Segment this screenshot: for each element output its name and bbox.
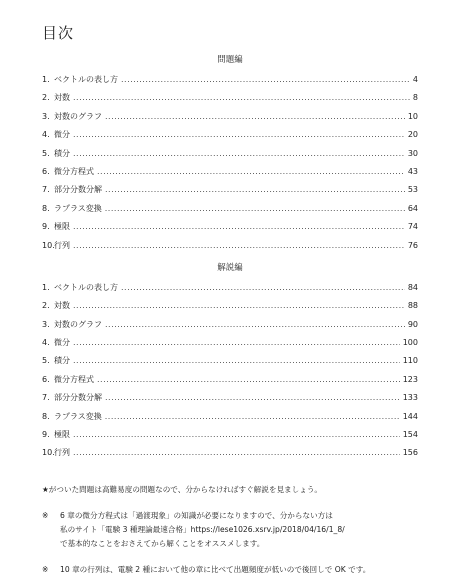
entry-label: ラプラス変換 — [54, 411, 102, 421]
toc-entry — [42, 297, 418, 315]
solutions-heading: 解説編 — [217, 262, 243, 273]
leader-dots — [73, 89, 410, 107]
entry-label: 部分分数分解 — [54, 185, 102, 195]
toc-entry — [42, 237, 418, 255]
leader-dots — [105, 200, 405, 218]
entry-number: 10. — [42, 448, 55, 458]
note-body — [60, 509, 345, 551]
entry-number: 2. — [42, 93, 50, 103]
leader-dots — [73, 352, 400, 370]
page-title: 目次 — [42, 24, 75, 42]
entry-number: 1. — [42, 75, 50, 84]
entry-page: 64 — [407, 203, 418, 213]
note-mark: ※ — [42, 510, 49, 520]
entry-label: ベクトルの表し方 — [54, 75, 118, 84]
leader-dots — [97, 163, 405, 181]
entry-page: 110 — [402, 356, 418, 366]
entry-page: 43 — [407, 166, 418, 176]
entry-page: 8 — [412, 93, 418, 103]
toc-entry — [42, 316, 418, 334]
entry-page: 53 — [407, 185, 418, 195]
notes-section — [42, 483, 418, 577]
entry-number: 8. — [42, 411, 50, 421]
entry-number: 3. — [42, 319, 50, 329]
toc-entry — [42, 444, 418, 462]
entry-label: 積分 — [54, 356, 70, 366]
toc-entry — [42, 181, 418, 199]
toc-entry — [42, 334, 418, 352]
entry-page: 84 — [407, 282, 418, 292]
entry-label: 行列 — [54, 448, 70, 458]
entry-number: 4. — [42, 130, 50, 140]
entry-page: 88 — [407, 301, 418, 311]
entry-page: 30 — [407, 148, 418, 158]
toc-entry — [42, 218, 418, 236]
leader-dots — [97, 371, 400, 389]
entry-number: 9. — [42, 222, 50, 232]
entry-number: 9. — [42, 430, 50, 440]
toc-entry — [42, 389, 418, 407]
problems-toc — [42, 71, 418, 255]
leader-dots — [105, 181, 405, 199]
entry-label: 対数 — [54, 93, 70, 103]
entry-label: 微分 — [54, 130, 70, 140]
leader-dots — [121, 71, 410, 89]
entry-label: 対数のグラフ — [54, 319, 102, 329]
entry-page: 133 — [402, 393, 418, 403]
entry-label: ベクトルの表し方 — [54, 282, 118, 292]
entry-page: 123 — [402, 374, 418, 384]
entry-number: 10. — [42, 240, 55, 250]
leader-dots — [73, 126, 405, 144]
toc-entry — [42, 200, 418, 218]
toc-entry — [42, 89, 418, 107]
entry-number: 3. — [42, 111, 50, 121]
leader-dots — [73, 145, 405, 163]
entry-page: 144 — [402, 411, 418, 421]
entry-page: 10 — [407, 111, 418, 121]
note-line-with-url: 私のサイト「電験 3 種理論最速合格」https://lese1026.xsrv.jp/2018/04/16/1_8/ — [60, 524, 345, 534]
solutions-toc — [42, 279, 418, 463]
toc-entry — [42, 108, 418, 126]
entry-number: 4. — [42, 338, 50, 348]
entry-label: 対数 — [54, 301, 70, 311]
entry-page: 154 — [402, 430, 418, 440]
star-note: ★がついた問題は高難易度の問題なので、分からなければすぐ解説を見ましょう。 — [42, 484, 323, 494]
leader-dots — [73, 218, 405, 236]
note-line: 10 章の行列は、電験 2 種において他の章に比べて出題頻度が低いので後回しで OK です。 — [60, 564, 371, 574]
entry-number: 8. — [42, 203, 50, 213]
entry-page: 76 — [407, 240, 418, 250]
entry-page: 100 — [402, 338, 418, 348]
entry-label: 微分方程式 — [54, 374, 94, 384]
entry-label: 極限 — [54, 222, 70, 232]
leader-dots — [105, 108, 405, 126]
leader-dots — [73, 297, 405, 315]
entry-label: 対数のグラフ — [54, 111, 102, 121]
note-body — [60, 563, 370, 577]
leader-dots — [105, 316, 405, 334]
toc-entry — [42, 71, 418, 89]
entry-number: 7. — [42, 185, 50, 195]
leader-dots — [73, 426, 400, 444]
toc-entry — [42, 426, 418, 444]
entry-number: 6. — [42, 166, 50, 176]
leader-dots — [73, 334, 400, 352]
entry-number: 1. — [42, 282, 50, 292]
entry-label: 行列 — [54, 240, 70, 250]
toc-entry — [42, 163, 418, 181]
note-line: 6 章の微分方程式は「過渡現象」の知識が必要になりますので、分からない方は — [60, 510, 333, 520]
problems-heading: 問題編 — [217, 55, 243, 65]
leader-dots — [105, 389, 400, 407]
toc-entry — [42, 126, 418, 144]
note-matrices — [42, 563, 418, 577]
leader-dots — [73, 237, 405, 255]
toc-entry — [42, 279, 418, 297]
entry-label: 極限 — [54, 430, 70, 440]
entry-label: 積分 — [54, 148, 70, 158]
entry-page: 90 — [407, 319, 418, 329]
toc-entry — [42, 352, 418, 370]
entry-number: 7. — [42, 393, 50, 403]
note-differential-equations — [42, 509, 418, 551]
toc-entry — [42, 145, 418, 163]
entry-label: ラプラス変換 — [54, 203, 102, 213]
leader-dots — [73, 444, 400, 462]
entry-number: 6. — [42, 374, 50, 384]
entry-label: 部分分数分解 — [54, 393, 102, 403]
note-mark: ※ — [42, 564, 49, 574]
entry-page: 74 — [407, 222, 418, 232]
entry-number: 2. — [42, 301, 50, 311]
toc-entry — [42, 408, 418, 426]
entry-number: 5. — [42, 356, 50, 366]
toc-entry — [42, 371, 418, 389]
entry-label: 微分 — [54, 338, 70, 348]
leader-dots — [121, 279, 405, 297]
note-line: で基本的なことをおさえてから解くことをオススメします。 — [60, 538, 265, 548]
leader-dots — [105, 408, 400, 426]
entry-label: 微分方程式 — [54, 166, 94, 176]
entry-page: 4 — [412, 75, 418, 84]
entry-page: 20 — [407, 130, 418, 140]
entry-number: 5. — [42, 148, 50, 158]
entry-page: 156 — [402, 448, 418, 458]
